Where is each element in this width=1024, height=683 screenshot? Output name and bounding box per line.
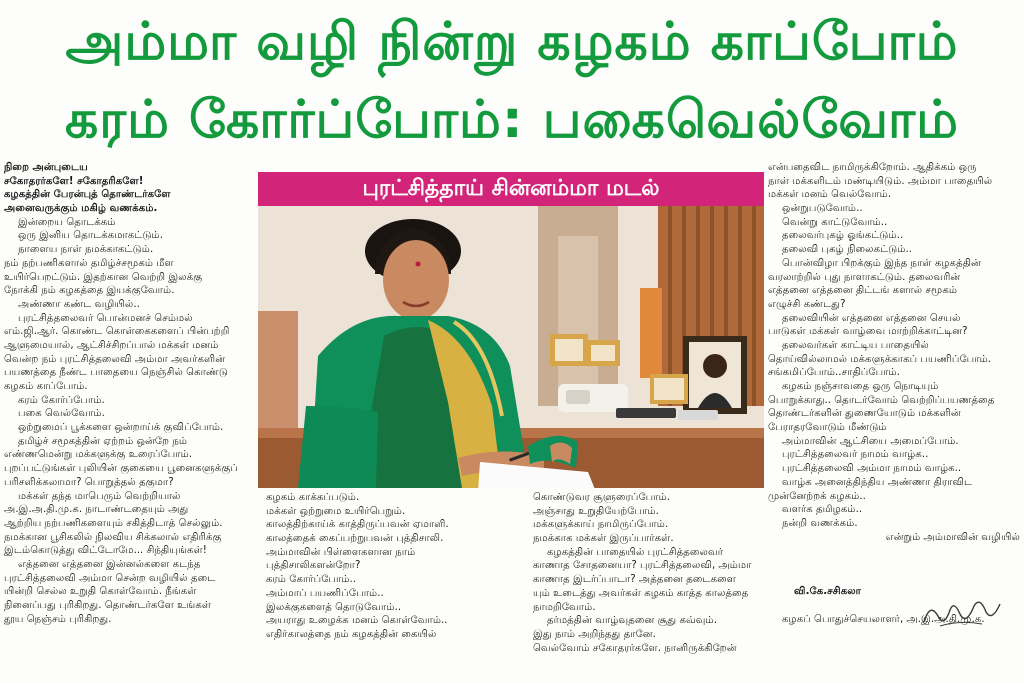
- text-line: நினைப்பது புரிகிறது. தொண்டர்களே உங்கள்: [4, 600, 212, 611]
- text-line: யின்றி செல்ல உறுதி கொள்வோம். நீங்கள்: [4, 586, 197, 598]
- text-line: வெல்வோம் சகோதரர்களே. நானிருக்கிறேன்: [533, 642, 737, 654]
- text-line: புரட்சித்தலைவர் பொன்மனச் செம்மல்: [18, 312, 193, 324]
- text-line: காலத்திற்காய்க் காத்திருப்பவன் ஏமாளி.: [266, 519, 449, 531]
- text-line: கழகம் காப்போம்.: [4, 381, 88, 392]
- text-line: நிறை அன்புடைய: [4, 162, 88, 173]
- text-line: பொறுக்காது.. தொடர்வோம் வெற்றிப்பயணத்தை: [768, 394, 995, 406]
- text-line: தலைவி புகழ் நிலைகட்டும்..: [782, 244, 913, 256]
- text-line: நாமறிவோம்.: [533, 601, 596, 613]
- text-line: நன்றி வணக்கம்.: [782, 517, 858, 529]
- column-banner: புரட்சித்தாய் சின்னம்மா மடல்: [258, 172, 764, 206]
- text-line: அஞ்சாது உறுதியேற்போம்.: [533, 505, 659, 517]
- text-line: முன்னேற்றக் கழகம்..: [768, 490, 866, 502]
- text-line: கழகத்தின் பாதையில் புரட்சித்தலைவர்: [547, 546, 724, 558]
- text-line: பரிசளிக்கலாமா? பொறுத்தல் தகுமா?: [4, 476, 174, 488]
- text-line: அம்மாப் பயணிப்போம்..: [266, 587, 384, 599]
- text-line: சங்கமிப்போம்..சாதிப்போம்.: [768, 367, 900, 379]
- text-line: புத்திசாலிகளன்றோ?: [266, 560, 361, 572]
- text-line: நம் நற்பணிகளால் தமிழ்ச்சமூகம் மீள: [4, 257, 174, 269]
- text-line: அனைவருக்கும் மகிழ் வணக்கம்.: [4, 203, 158, 215]
- text-line: எத்தனை எத்தனை திட்டங் களால் சமூகம்: [768, 285, 958, 297]
- text-line: கழகம் காக்கப்படும்.: [266, 492, 360, 503]
- text-line: [768, 544, 1020, 558]
- headline-line-2: கரம் கோர்ப்போம்: பகைவெல்வோம்: [64, 90, 960, 150]
- article-column-1: [4, 161, 250, 681]
- text-line: தமிழ்ச் சமூகத்தின் ஏற்றம் ஒன்றே நம்: [18, 435, 188, 447]
- handwritten-signature: [920, 592, 1010, 632]
- text-line: பேராதரவோடும் மீண்டும்: [768, 422, 887, 434]
- text-line: தலைவர்கள் காட்டிய பாதையில்: [782, 339, 929, 351]
- text-line: ஒன்றுபடுவோம்..: [782, 203, 863, 215]
- text-line: புரட்சித்தலைவர் நாமம் வாழ்க..: [782, 449, 929, 461]
- text-line: வாழ்க அனைத்திந்திய அண்ணா திராவிட: [782, 476, 973, 488]
- text-line: எண்ணமென்று மக்களுக்கு உரைப்போம்.: [4, 449, 193, 461]
- text-line: வரலாற்றில் புது நாளாகட்டும். தலைவரின்: [768, 271, 961, 283]
- text-line: மக்கள் மனம் வெல்வோம்.: [768, 189, 892, 201]
- text-line: இடம்கொடுத்து விட்டோமே... சிந்தியுங்கள்!: [4, 545, 207, 557]
- text-line: தலைவர்புகழ் ஓங்கட்டும்..: [782, 230, 904, 242]
- text-line: காணாத சோதனையா? புரட்சித்தலைவி, அம்மா: [533, 560, 752, 572]
- text-line: கரம் கோர்ப்போம்.: [18, 394, 105, 406]
- text-line: எம்.ஜி.ஆர். கொண்ட கொள்கைகளைப் பின்பற்றி: [4, 326, 230, 338]
- article-column-2: [266, 491, 524, 681]
- article-column-3: [533, 491, 761, 681]
- text-line: நாளைய நாள் நமக்காகட்டும்.: [18, 244, 154, 256]
- text-line: புரட்சித்தலைவி அம்மா நாமம் வாழ்க..: [782, 463, 962, 475]
- text-line: இன்றைய தொடக்கம்: [18, 216, 116, 228]
- text-line: நோக்கி நம் கழகத்தை இயக்குவோம்.: [4, 285, 175, 297]
- text-line: ஆளுமையால், ஆட்சிச்சிறப்பால் மக்கள் மனம்: [4, 339, 219, 351]
- text-line: எதிர்காலத்தை நம் கழகத்தின் கையில்: [266, 628, 437, 640]
- text-line: வி.கே.சசிகலா: [794, 586, 861, 598]
- text-line: கரம் கோர்ப்போம்..: [266, 574, 357, 586]
- text-line: காணாத இடர்ப்பாடா? அத்தனை தடைகளை: [533, 574, 736, 586]
- text-line: கழகம் நஞ்சாவதை ஒரு நொடியும்: [782, 381, 939, 392]
- text-line: எத்தனை எத்தனை இன்னல்களை கடந்த: [18, 558, 201, 570]
- text-line: காலத்தைக் கைப்பற்றுபவன் புத்திசாலி.: [266, 533, 444, 545]
- text-line: எழுச்சி கண்டது?: [768, 298, 846, 310]
- text-line: பயணத்தை நீண்ட பாதையை நெஞ்சில் கொண்டு: [4, 367, 228, 379]
- text-line: தொய்வில்லாமல் மக்களுக்காகப் பயணிப்போம்.: [768, 353, 992, 365]
- text-line: யும் உடைத்து அவர்கள் கழகம் காத்த காலத்தை: [533, 587, 749, 599]
- text-line: நாள் மக்களிடம் மண்டியிடும். அம்மா பாதையில்: [768, 175, 993, 187]
- text-line: சகோதரர்களே! சகோதரிகளே!: [4, 175, 144, 187]
- text-line: மக்கள் தந்த மாபெரும் வெற்றியால்: [18, 490, 181, 502]
- text-line: புரட்சித்தலைவி அம்மா சென்ற வழியில் தடை: [4, 572, 216, 584]
- text-line: வென்ற நம் புரட்சித்தலைவி அம்மா அவர்களின்: [4, 353, 226, 365]
- text-line: [768, 572, 1020, 586]
- text-line: அ.இ.அ.தி.மு.க. நாடாண்டதையும் அது: [4, 504, 189, 516]
- text-line: வென்று காட்டுவோம்..: [782, 216, 888, 228]
- text-line: இது நாம் அறிந்தது தானே.: [533, 628, 656, 640]
- text-line: என்பதைவிட நாமிருக்கிறோம். ஆதிக்கம் ஒரு: [768, 162, 977, 173]
- text-line: புறப்பட்டுங்கள் புலியின் குகையை பூனைகளுக்குப்: [4, 463, 238, 475]
- text-line: நமக்காக மக்கள் இருப்பார்கள்.: [533, 533, 674, 545]
- text-line: அம்மாவின் பிள்ளைகளான நாம்: [266, 546, 416, 558]
- text-line: வளர்க தமிழகம்..: [782, 504, 863, 516]
- text-line: அண்ணா கண்ட வழியில்..: [18, 298, 140, 310]
- text-line: நமக்கான பூசிகலில் நிலவிய சிக்கலால் எதிரிக்கு: [4, 531, 222, 543]
- text-line: மக்களுக்காய் நாமிருப்போம்.: [533, 519, 669, 531]
- text-line: தூய நெஞ்சம் புரிகிறது.: [4, 613, 112, 625]
- text-line: தலைவியின் எத்தனை எத்தனை செயல்: [782, 312, 961, 324]
- text-line: கழகத்தின் பேரன்புத் தொண்டர்களே: [4, 189, 171, 201]
- text-line: ஆற்றிய நற்பணிகளையும் சகித்திடாத் செல்லும்.: [4, 517, 223, 529]
- headline-line-1: அம்மா வழி நின்று கழகம் காப்போம்: [65, 12, 959, 72]
- text-line: மக்கள் ஒற்றுமை உயிர்பெறும்.: [266, 505, 406, 517]
- text-line: தொண்டர்களின் துணையோடும் மக்களின்: [768, 408, 961, 420]
- text-line: ஒரு இனிய தொடக்கமாகட்டும்.: [18, 230, 163, 242]
- text-line: பொன்விழா பிறக்கும் இந்த நாள் கழகத்தின்: [782, 257, 981, 269]
- text-line: தர்மத்தின் வாழ்வுதனை சூது கவ்வும்.: [547, 615, 717, 627]
- text-line: [768, 558, 1020, 572]
- text-line: பகை வெல்வோம்.: [18, 408, 105, 420]
- text-line: என்றும் அம்மாவின் வழியில்: [885, 531, 1020, 543]
- text-line: ஒற்றுமைப் பூக்களை ஒன்றாய்க் குவிப்போம்.: [18, 422, 224, 434]
- text-line: பாடுகள் மக்கள் வாழ்வை மாற்றிக்காட்டின?: [768, 326, 968, 338]
- text-line: உயிர்பெறட்டும். இதற்கான வெற்றி இலக்கு: [4, 271, 203, 283]
- text-line: அம்மாவின் ஆட்சியை அமைப்போம்.: [782, 435, 959, 447]
- text-line: கொண்டுவர சூளுரைப்போம்.: [533, 492, 671, 503]
- text-line: கழகப் பொதுச்செயலாளர், அ.இ.அ.தி.மு.க.: [782, 613, 985, 625]
- text-line: அயராது உழைக்க மனம் கொள்வோம்..: [266, 615, 448, 627]
- portrait-photo: [258, 206, 764, 488]
- text-line: இலக்குகளைத் தொடுவோம்..: [266, 601, 402, 613]
